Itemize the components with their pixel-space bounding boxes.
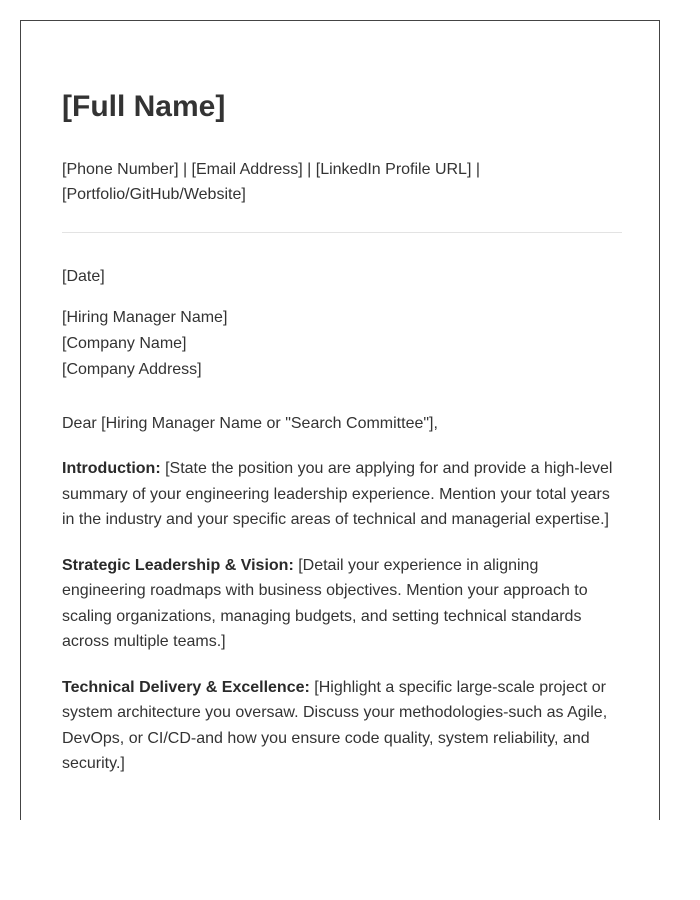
paragraph-heading: Technical Delivery & Excellence:	[62, 678, 310, 696]
contact-info	[62, 157, 622, 207]
salutation: Dear [Hiring Manager Name or "Search Committee"],	[62, 415, 438, 432]
recipient-company: [Company Name]	[62, 335, 187, 352]
contact-line-2: [Portfolio/GitHub/Website]	[62, 186, 246, 203]
paragraph-introduction	[62, 456, 622, 533]
header-divider	[62, 232, 622, 233]
paragraph-technical-delivery	[62, 675, 622, 777]
recipient-address: [Company Address]	[62, 361, 202, 378]
paragraph-heading: Strategic Leadership & Vision:	[62, 556, 294, 574]
paragraph-heading: Introduction:	[62, 460, 161, 477]
letter-date: [Date]	[62, 268, 105, 285]
paragraph-strategic-leadership	[62, 553, 622, 655]
document-page	[20, 20, 660, 820]
paragraph-text: [Highlight a specific large-scale project or system architecture you oversaw. Discuss your methodologies-such as Agile, DevOps, or CI/CD-and how you ensure code quality, system reliability, and security.]	[62, 678, 608, 772]
applicant-name: [Full Name]	[62, 90, 226, 123]
paragraph-text: [Detail your experience in aligning engineering roadmaps with business objectives. Mention your approach to scaling organizations, managing budgets, and setting technical standards across multiple teams.]	[62, 556, 588, 650]
document-content	[62, 89, 622, 793]
recipient-block	[62, 305, 622, 383]
recipient-manager: [Hiring Manager Name]	[62, 309, 228, 326]
paragraph-text: [State the position you are applying for and provide a high-level summary of your engineering leadership experience. Mention your total years in the industry and your specific areas of technical and managerial expertise.]	[62, 460, 613, 528]
contact-line-1: [Phone Number] | [Email Address] | [LinkedIn Profile URL] |	[62, 161, 480, 178]
